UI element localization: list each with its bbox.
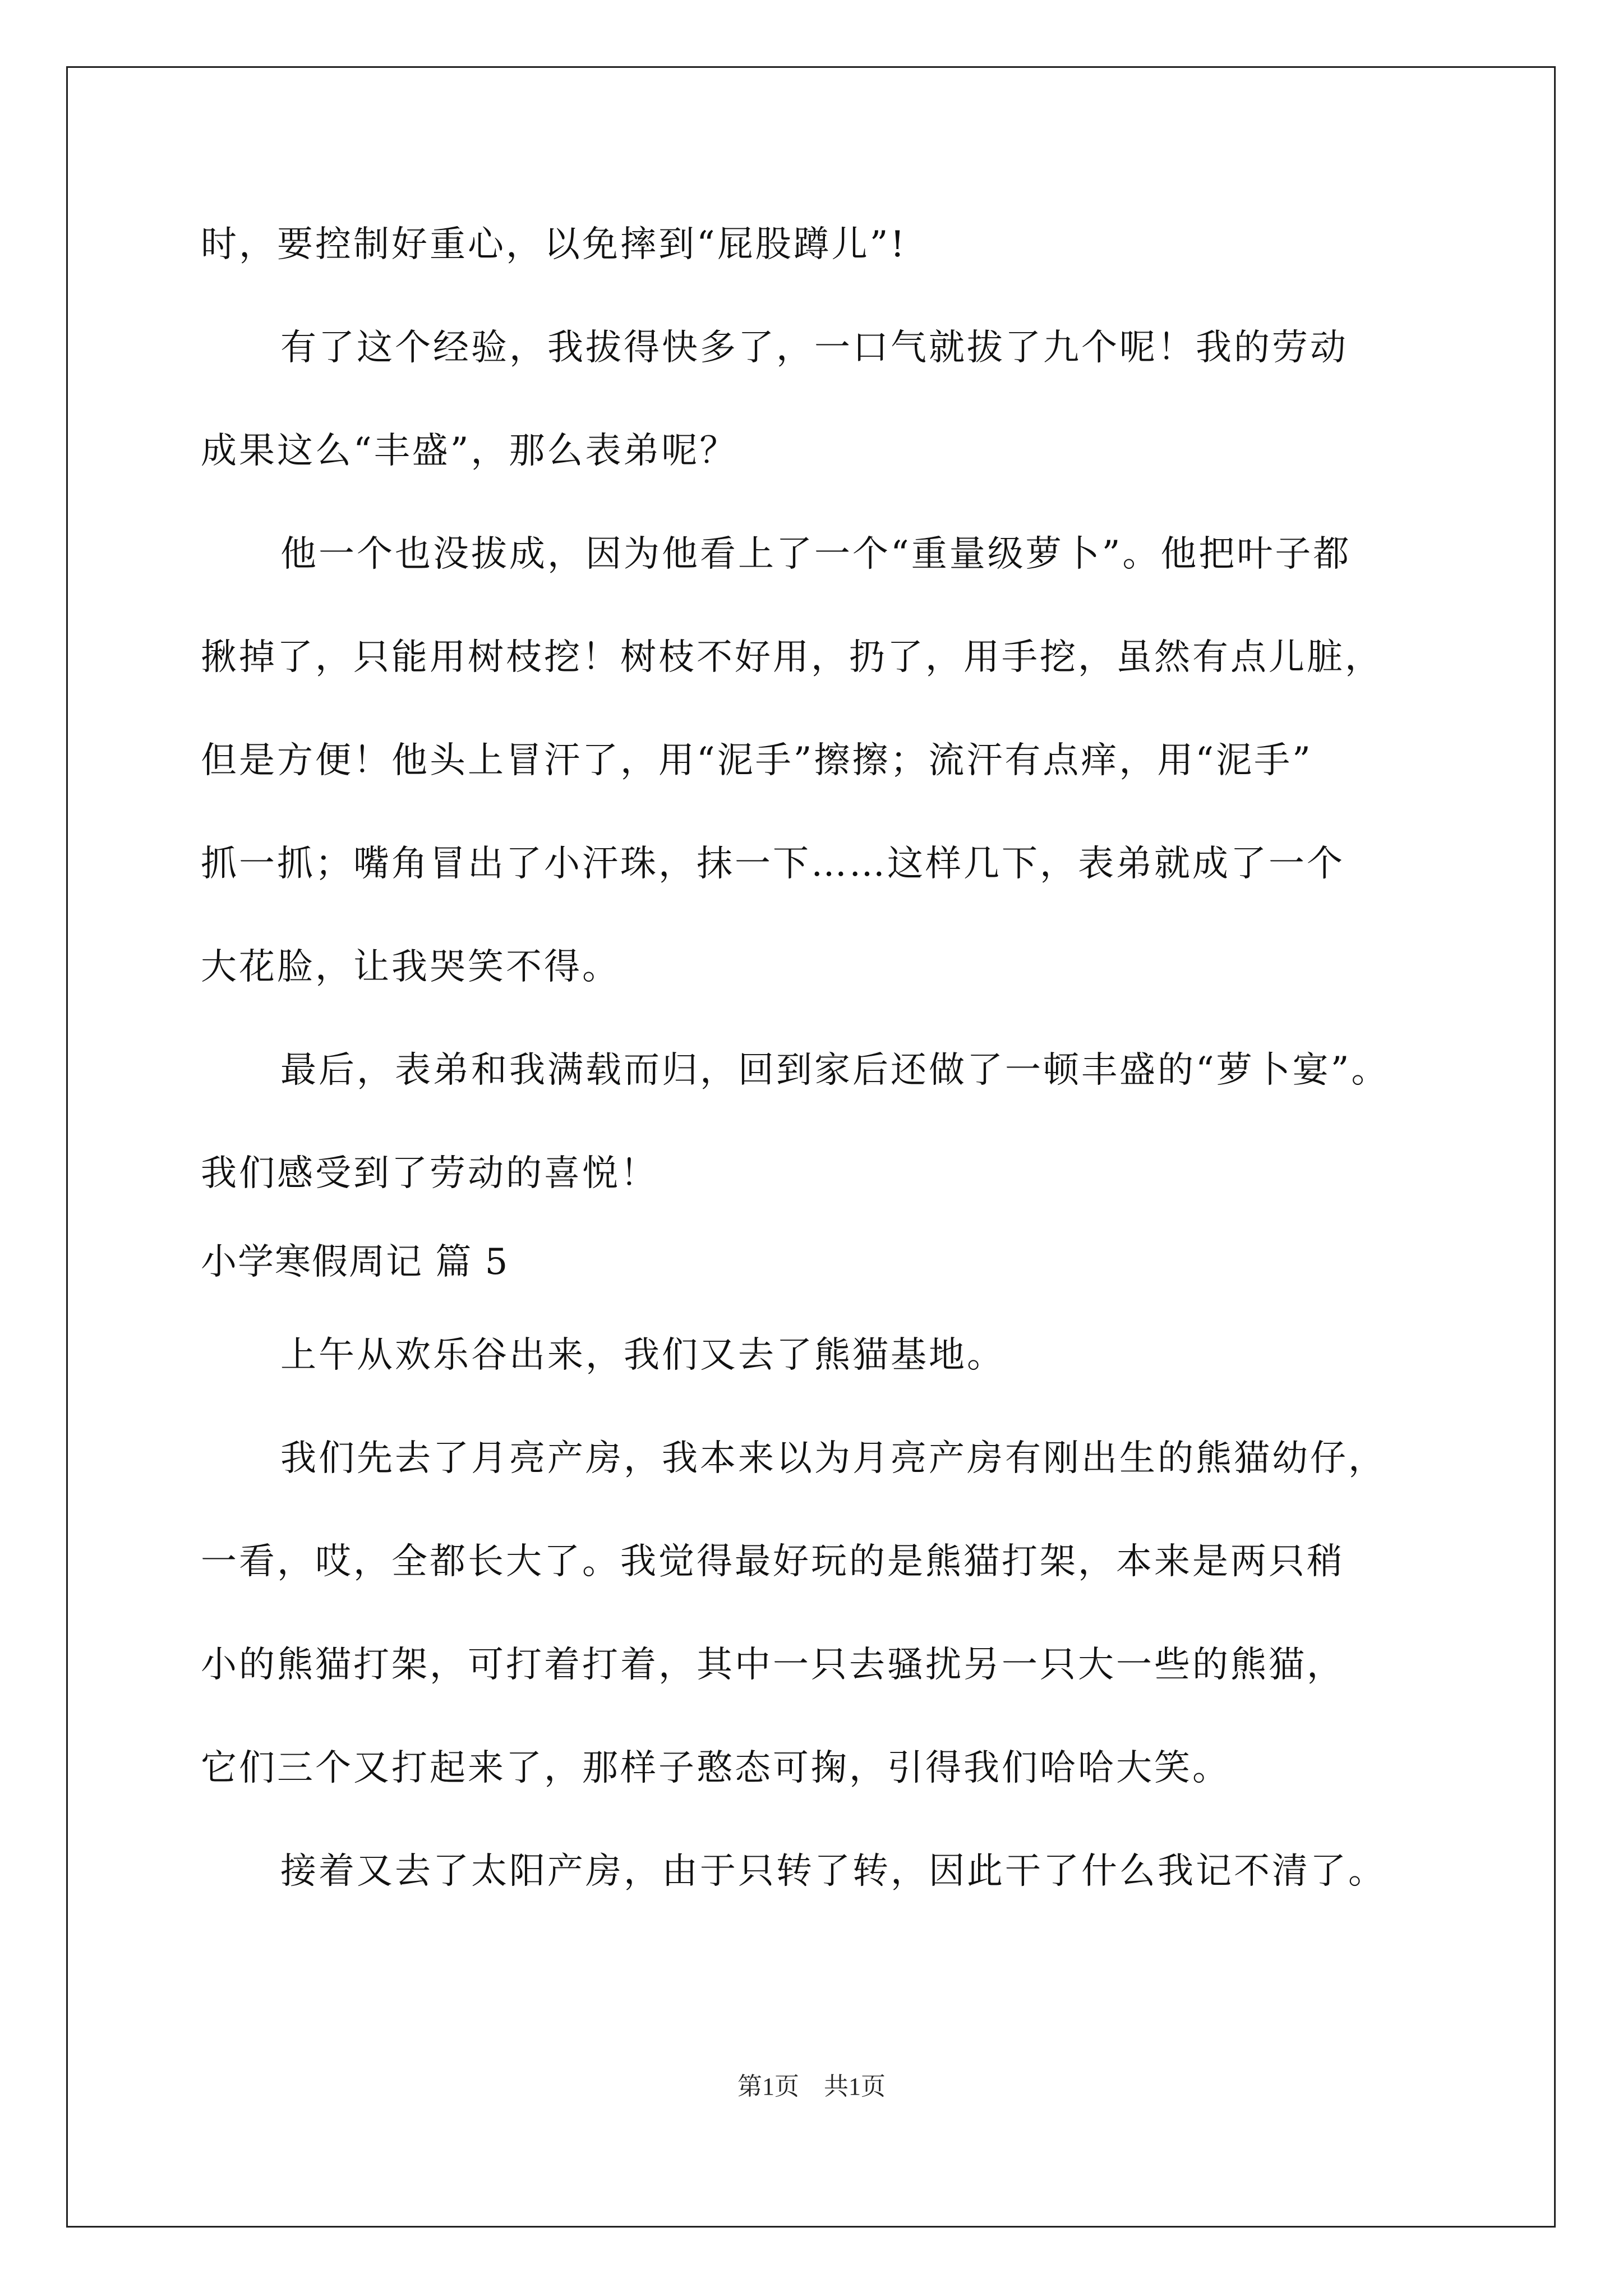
paragraph-line: 抓一抓；嘴角冒出了小汗珠，抹一下……这样几下，表弟就成了一个 [201, 843, 1345, 885]
page-number-footer: 第1页 共1页 [737, 2073, 886, 2100]
paragraph-line: 但是方便！他头上冒汗了，用“泥手”擦擦；流汗有点痒，用“泥手” [201, 740, 1313, 781]
paragraph-line: 成果这么“丰盛”，那么表弟呢？ [201, 430, 738, 472]
section-heading: 小学寒假周记 篇 5 [201, 1241, 509, 1283]
paragraph-line: 他一个也没拔成，因为他看上了一个“重量级萝卜”。他把叶子都 [280, 533, 1352, 575]
paragraph-line: 最后，表弟和我满载而归，回到家后还做了一顿丰盛的“萝卜宴”。 [280, 1050, 1390, 1091]
paragraph-line: 上午从欢乐谷出来，我们又去了熊猫基地。 [280, 1335, 1005, 1376]
paragraph-line: 有了这个经验，我拔得快多了，一口气就拔了九个呢！我的劳动 [280, 327, 1348, 369]
paragraph-line: 一看，哎，全都长大了。我觉得最好玩的是熊猫打架，本来是两只稍 [201, 1541, 1345, 1582]
paragraph-line: 我们先去了月亮产房，我本来以为月亮产房有刚出生的熊猫幼仔， [280, 1438, 1386, 1479]
paragraph-line: 揪掉了，只能用树枝挖！树枝不好用，扔了，用手挖，虽然有点儿脏， [201, 637, 1383, 678]
paragraph-line: 接着又去了太阳产房，由于只转了转，因此干了什么我记不清了。 [280, 1851, 1386, 1892]
paragraph-line: 小的熊猫打架，可打着打着，其中一只去骚扰另一只大一些的熊猫， [201, 1644, 1345, 1686]
paragraph-line: 时，要控制好重心，以免摔到“屁股蹲儿”! [201, 224, 907, 265]
page-frame [66, 66, 1556, 2228]
paragraph-line: 大花脸，让我哭笑不得。 [201, 946, 620, 988]
paragraph-line: 它们三个又打起来了，那样子憨态可掬，引得我们哈哈大笑。 [201, 1747, 1230, 1789]
paragraph-line: 我们感受到了劳动的喜悦！ [201, 1153, 658, 1194]
